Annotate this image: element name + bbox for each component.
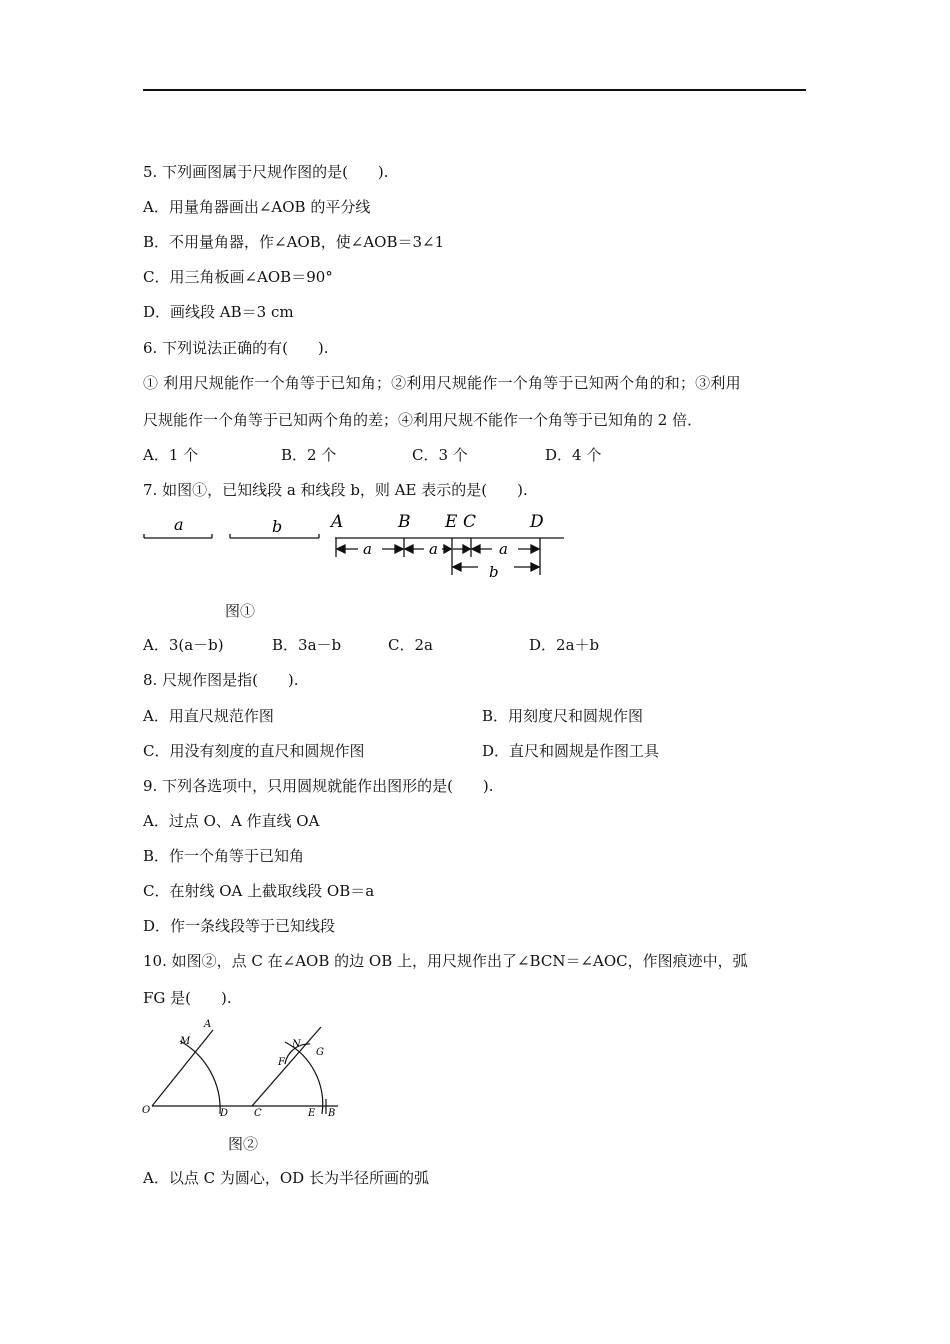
q8-stem: 8. 尺规作图是指( ). <box>143 671 299 689</box>
label-point-e: E <box>445 512 458 532</box>
q9-option-d: D．作一条线段等于已知线段 <box>143 917 336 935</box>
figure-2 <box>140 1015 350 1125</box>
q7-option-d: D．2a＋b <box>529 636 600 654</box>
figure-1 <box>140 505 580 585</box>
q7-option-b: B．3a－b <box>272 636 342 654</box>
q10-stem-line1: 10. 如图②，点 C 在∠AOB 的边 OB 上，用尺规作出了∠BCN＝∠AOC，作图痕迹中，弧 <box>143 952 748 970</box>
header-rule <box>143 89 806 91</box>
label-point-d: D <box>530 512 544 532</box>
dim-label-cd: a <box>499 540 508 558</box>
fig2-label-n: N <box>292 1039 301 1050</box>
fig2-label-m: M <box>180 1036 191 1047</box>
fig2-label-c: C <box>254 1108 262 1119</box>
q5-option-c: C．用三角板画∠AOB＝90° <box>143 268 333 286</box>
q10-stem-line2: FG 是( ). <box>143 989 232 1007</box>
fig2-label-o: O <box>142 1105 151 1116</box>
fig2-label-a: A <box>204 1019 212 1030</box>
fig2-label-f: F <box>278 1057 285 1068</box>
q6-option-d: D．4 个 <box>545 446 602 464</box>
fig2-label-e: E <box>308 1108 316 1119</box>
figure-2-caption: 图② <box>228 1135 259 1153</box>
q8-option-d: D．直尺和圆规是作图工具 <box>482 742 660 760</box>
q6-body-line1: ① 利用尺规能作一个角等于已知角；②利用尺规能作一个角等于已知两个角的和；③利用 <box>143 374 741 392</box>
q5-option-a: A．用量角器画出∠AOB 的平分线 <box>143 198 371 216</box>
q6-stem: 6. 下列说法正确的有( ). <box>143 339 329 357</box>
q5-option-d: D．画线段 AB＝3 cm <box>143 303 294 321</box>
fig2-label-d: D <box>220 1108 229 1119</box>
label-point-b: B <box>398 512 411 532</box>
q10-option-a: A．以点 C 为圆心，OD 长为半径所画的弧 <box>143 1169 429 1187</box>
q7-option-a: A．3(a－b) <box>143 636 224 654</box>
q9-option-b: B．作一个角等于已知角 <box>143 847 305 865</box>
dim-label-ab: a <box>363 540 372 558</box>
arc-md <box>180 1041 220 1114</box>
dim-label-ed: b <box>489 563 499 581</box>
figure-1-caption: 图① <box>225 602 256 620</box>
q8-option-b: B．用刻度尺和圆规作图 <box>482 707 644 725</box>
fig2-label-b: B <box>328 1108 336 1119</box>
q8-option-a: A．用直尺规范作图 <box>143 707 274 725</box>
q9-option-c: C．在射线 OA 上截取线段 OB＝a <box>143 882 375 900</box>
label-b: b <box>272 517 283 536</box>
q5-stem: 5. 下列画图属于尺规作图的是( ). <box>143 163 389 181</box>
q6-option-b: B．2 个 <box>281 446 337 464</box>
label-point-a: A <box>331 512 344 532</box>
label-point-c: C <box>463 512 477 532</box>
q7-option-c: C．2a <box>388 636 433 654</box>
q8-option-c: C．用没有刻度的直尺和圆规作图 <box>143 742 365 760</box>
q6-option-a: A．1 个 <box>143 446 199 464</box>
ray-cn <box>252 1027 321 1106</box>
q9-option-a: A．过点 O、A 作直线 OA <box>143 812 320 830</box>
q6-option-c: C．3 个 <box>412 446 468 464</box>
q7-stem: 7. 如图①，已知线段 a 和线段 b，则 AE 表示的是( ). <box>143 481 528 499</box>
label-a: a <box>174 515 184 534</box>
q5-option-b: B．不用量角器，作∠AOB，使∠AOB＝3∠1 <box>143 233 445 251</box>
fig2-label-g: G <box>316 1047 324 1058</box>
q6-body-line2: 尺规能作一个角等于已知两个角的差；④利用尺规不能作一个角等于已知角的 2 倍． <box>143 411 703 429</box>
q9-stem: 9. 下列各选项中，只用圆规就能作出图形的是( ). <box>143 777 494 795</box>
dim-label-be: a <box>429 540 438 558</box>
